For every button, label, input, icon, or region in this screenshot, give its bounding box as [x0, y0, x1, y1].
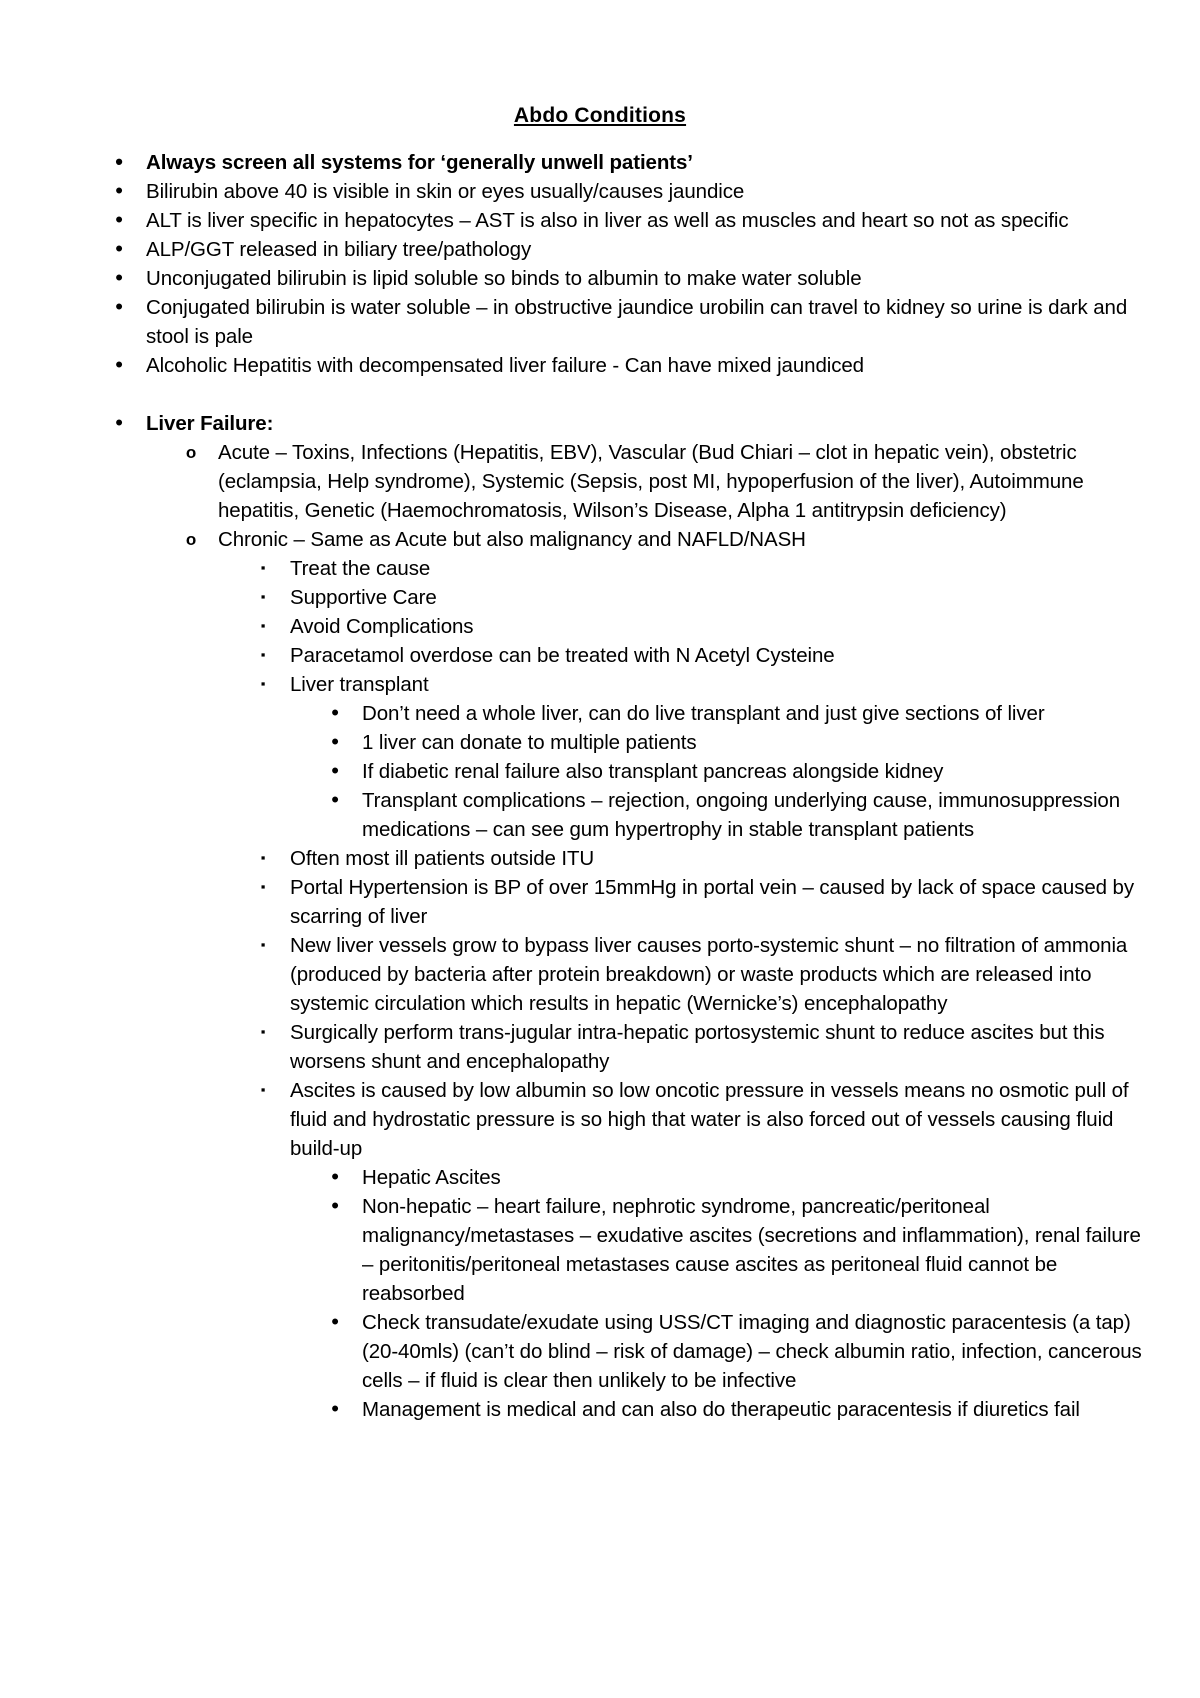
list-item-ascites: ▪ Ascites is caused by low albumin so low oncotic pressure in vessels means no osmotic pull of fluid and hydrostatic pressure is so high that water is also forced out of vessels causing fluid build-up • Hepatic Ascites • Non-hepatic – heart failure, nephrotic syndrome, pancreatic/peritoneal malignancy/metastases – exudative ascites (secretions and inflammation), renal failure – peritonitis/peritoneal metastases cause ascites as peritoneal fluid cannot be reabsorbed • Check transudate/exudate using USS/CT imaging and diagnostic paracentesis (a tap) (20-40mls) (can’t do blind – risk of damage) – check albumin ratio, infection, cancerous cells – if fluid is clear then unlikely to be infective • Management is medical and can also do therapeutic paracentesis if diuretics fail — [290, 1076, 1146, 1424]
list-item-acute: o Acute – Toxins, Infections (Hepatitis, EBV), Vascular (Bud Chiari – clot in hepatic vein), obstetric (eclampsia, Help syndrome), Systemic (Sepsis, post MI, hypoperfusion of the liver), Autoimmune hepatitis, Genetic (Haemochromatosis, Wilson’s Disease, Alpha 1 antitrypsin deficiency) — [218, 438, 1146, 525]
list-item: • Transplant complications – rejection, ongoing underlying cause, immunosuppression medications – can see gum hypertrophy in stable transplant patients — [362, 786, 1146, 844]
bullet-icon: ▪ — [260, 560, 266, 575]
list-item: ▪ Supportive Care — [290, 583, 1146, 612]
list-item: • Unconjugated bilirubin is lipid soluble so binds to albumin to make water soluble — [146, 264, 1146, 293]
list-item: • Conjugated bilirubin is water soluble – in obstructive jaundice urobilin can travel to kidney so urine is dark and stool is pale — [146, 293, 1146, 351]
bullet-icon: • — [115, 352, 123, 377]
bullet-icon: ▪ — [260, 618, 266, 633]
bullet-icon: o — [185, 443, 197, 462]
chronic-list — [260, 554, 1146, 1424]
bullet-icon: • — [115, 265, 123, 290]
bullet-icon: • — [115, 178, 123, 203]
bullet-icon: • — [331, 758, 339, 783]
liver-failure-list — [185, 438, 1146, 1424]
bullet-icon: o — [185, 530, 197, 549]
list-item: ▪ Surgically perform trans-jugular intra-hepatic portosystemic shunt to reduce ascites but this worsens shunt and encephalopathy — [290, 1018, 1146, 1076]
bullet-icon: ▪ — [260, 879, 266, 894]
bullet-icon: ▪ — [260, 676, 266, 691]
list-item: • ALP/GGT released in biliary tree/pathology — [146, 235, 1146, 264]
bullet-icon: ▪ — [260, 937, 266, 952]
bullet-icon: • — [115, 207, 123, 232]
list-item: • ALT is liver specific in hepatocytes – AST is also in liver as well as muscles and heart so not as specific — [146, 206, 1146, 235]
bullet-icon: • — [115, 410, 123, 435]
list-item: ▪ Paracetamol overdose can be treated with N Acetyl Cysteine — [290, 641, 1146, 670]
list-item-transplant: ▪ Liver transplant • Don’t need a whole liver, can do live transplant and just give sections of liver • 1 liver can donate to multiple patients • If diabetic renal failure also transplant pancreas alongside kidney • Transplant complications – rejection, ongoing underlying cause, immunosuppression medications – can see gum hypertrophy in stable transplant patients — [290, 670, 1146, 844]
list-item: • 1 liver can donate to multiple patients — [362, 728, 1146, 757]
transplant-list — [331, 699, 1146, 844]
bullet-icon: ▪ — [260, 850, 266, 865]
list-item-chronic: o Chronic – Same as Acute but also malignancy and NAFLD/NASH ▪ Treat the cause ▪ Supportive Care ▪ Avoid Complications ▪ Paracetamol overdose can be treated with N Acetyl Cysteine ▪ Liver transplant • Don’t need a whole liver, can do live transplant and just give sections of liver • 1 liver can donate to multiple patients • If diabetic renal failure also transplant pancreas alongside kidney • Transplant complications – rejection, ongoing underlying cause, immunosuppression medications – can see gum hypertrophy in stable transplant patients ▪ Often most ill patients outside ITU ▪ Portal Hypertension is BP of over 15mmHg in portal vein – caused by lack of space caused by scarring of liver ▪ New liver vessels grow to bypass liver causes porto-systemic shunt – no filtration of ammonia (produced by bacteria after protein breakdown) or waste products which are released into systemic circulation which results in hepatic (Wernicke’s) encephalopathy ▪ Surgically perform trans-jugular intra-hepatic portosystemic shunt to reduce ascites but this worsens shunt and encephalopathy ▪ Ascites is caused by low albumin so low oncotic pressure in vessels means no osmotic pull of fluid and hydrostatic pressure is so high that water is also forced out of vessels causing fluid build-up • Hepatic Ascites • Non-hepatic – heart failure, nephrotic syndrome, pancreatic/peritoneal malignancy/metastases – exudative ascites (secretions and inflammation), renal failure – peritonitis/peritoneal metastases cause ascites as peritoneal fluid cannot be reabsorbed • Check transudate/exudate using USS/CT imaging and diagnostic paracentesis (a tap) (20-40mls) (can’t do blind – risk of damage) – check albumin ratio, infection, cancerous cells – if fluid is clear then unlikely to be infective • Management is medical and can also do therapeutic paracentesis if diuretics fail — [218, 525, 1146, 1424]
bullet-icon: • — [331, 729, 339, 754]
bullet-icon: ▪ — [260, 1024, 266, 1039]
bullet-icon: ▪ — [260, 589, 266, 604]
list-item: • Always screen all systems for ‘generally unwell patients’ — [146, 148, 1146, 177]
list-item: • Non-hepatic – heart failure, nephrotic syndrome, pancreatic/peritoneal malignancy/metastases – exudative ascites (secretions and inflammation), renal failure – peritonitis/peritoneal metastases cause ascites as peritoneal fluid cannot be reabsorbed — [362, 1192, 1146, 1308]
bullet-icon: • — [331, 787, 339, 812]
page-title: Abdo Conditions — [513, 104, 687, 127]
section-heading: Liver Failure: — [146, 412, 274, 435]
list-item: ▪ Portal Hypertension is BP of over 15mmHg in portal vein – caused by lack of space caused by scarring of liver — [290, 873, 1146, 931]
bullet-icon: • — [115, 294, 123, 319]
bullet-icon: • — [115, 149, 123, 174]
list-spacer — [146, 380, 1146, 409]
list-item: • Management is medical and can also do therapeutic paracentesis if diuretics fail — [362, 1395, 1146, 1424]
bullet-icon: • — [115, 236, 123, 261]
list-item: • Check transudate/exudate using USS/CT imaging and diagnostic paracentesis (a tap) (20-40mls) (can’t do blind – risk of damage) – check albumin ratio, infection, cancerous cells – if fluid is clear then unlikely to be infective — [362, 1308, 1146, 1395]
bullet-icon: • — [331, 1193, 339, 1218]
bullet-icon: ▪ — [260, 647, 266, 662]
bullet-icon: ▪ — [260, 1082, 266, 1097]
list-item: ▪ New liver vessels grow to bypass liver causes porto-systemic shunt – no filtration of ammonia (produced by bacteria after protein breakdown) or waste products which are released into systemic circulation which results in hepatic (Wernicke’s) encephalopathy — [290, 931, 1146, 1018]
bullet-icon: • — [331, 700, 339, 725]
liver-failure-section — [115, 409, 1146, 1424]
bullet-icon: • — [331, 1396, 339, 1421]
list-item: • Alcoholic Hepatitis with decompensated liver failure - Can have mixed jaundiced — [146, 351, 1146, 380]
list-item: • Bilirubin above 40 is visible in skin or eyes usually/causes jaundice — [146, 177, 1146, 206]
list-item: ▪ Often most ill patients outside ITU — [290, 844, 1146, 873]
list-item: ▪ Avoid Complications — [290, 612, 1146, 641]
ascites-list — [331, 1163, 1146, 1424]
list-item: • Don’t need a whole liver, can do live transplant and just give sections of liver — [362, 699, 1146, 728]
list-item: • Hepatic Ascites — [362, 1163, 1146, 1192]
bullet-icon: • — [331, 1164, 339, 1189]
list-item: • If diabetic renal failure also transplant pancreas alongside kidney — [362, 757, 1146, 786]
intro-list — [115, 148, 1146, 1424]
list-item: ▪ Treat the cause — [290, 554, 1146, 583]
bullet-icon: • — [331, 1309, 339, 1334]
